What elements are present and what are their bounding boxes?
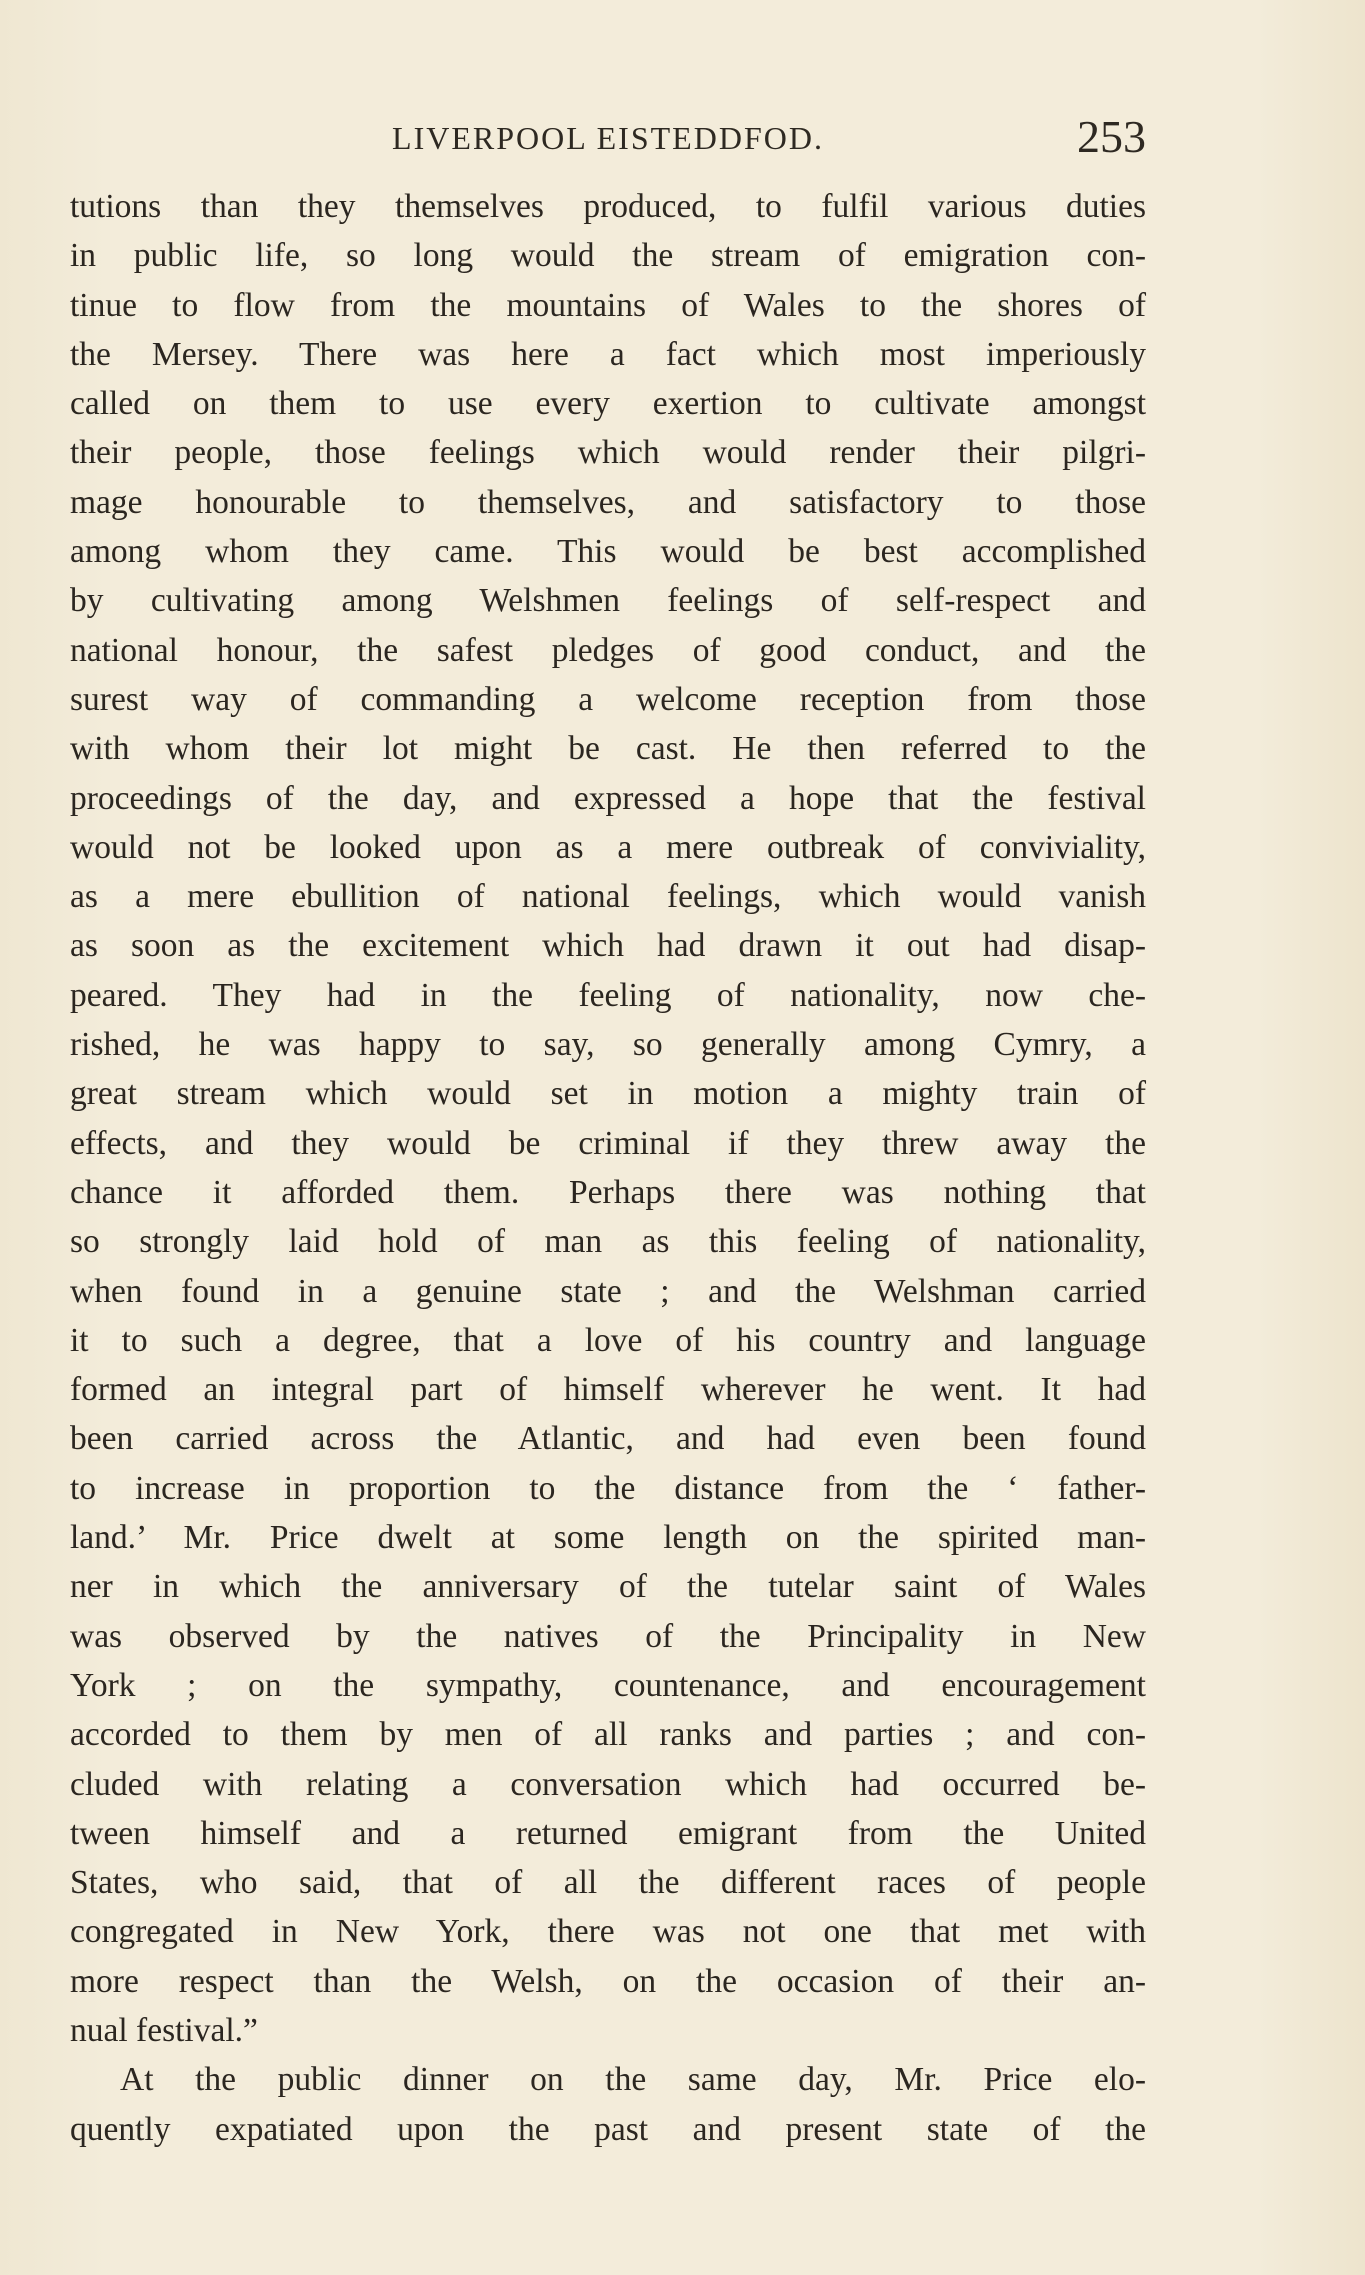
text-line: congregated in New York, there was not one that met with: [70, 1913, 1146, 1951]
text-line: chance it afforded them. Perhaps there was nothing that: [70, 1173, 1146, 1211]
text-line: accorded to them by men of all ranks and parties ; and con-: [70, 1716, 1146, 1754]
body-text: [70, 182, 1146, 2154]
text-line: York ; on the sympathy, countenance, and encouragement: [70, 1666, 1146, 1704]
text-line: mage honourable to themselves, and satisfactory to those: [70, 483, 1146, 521]
paragraph-end-line: nual festival.”: [70, 2011, 258, 2049]
text-line: it to such a degree, that a love of his country and language: [70, 1321, 1146, 1359]
text-line: their people, those feelings which would render their pilgri-: [70, 434, 1146, 472]
text-line: peared. They had in the feeling of nationality, now che-: [70, 976, 1146, 1014]
text-line: more respect than the Welsh, on the occasion of their an-: [70, 1962, 1146, 2000]
text-line: States, who said, that of all the different races of people: [70, 1864, 1146, 1902]
text-line: the Mersey. There was here a fact which most imperiously: [70, 335, 1146, 373]
text-line: among whom they came. This would be best accomplished: [70, 533, 1146, 571]
text-line: when found in a genuine state ; and the Welshman carried: [70, 1272, 1146, 1310]
text-line: in public life, so long would the stream of emigration con-: [70, 237, 1146, 275]
page-number: 253: [1077, 111, 1146, 162]
text-line: was observed by the natives of the Principality in New: [70, 1617, 1146, 1655]
text-line: as a mere ebullition of national feelings, which would vanish: [70, 878, 1146, 916]
text-line: tutions than they themselves produced, to fulfil various duties: [70, 188, 1146, 225]
text-line: formed an integral part of himself wherever he went. It had: [70, 1371, 1146, 1409]
text-line: ner in which the anniversary of the tutelar saint of Wales: [70, 1568, 1146, 1606]
text-line: called on them to use every exertion to cultivate amongst: [70, 385, 1146, 423]
text-line: so strongly laid hold of man as this feeling of nationality,: [70, 1223, 1146, 1261]
text-line: quently expatiated upon the past and present state of the: [70, 2110, 1146, 2148]
text-line: tinue to flow from the mountains of Wales to the shores of: [70, 286, 1146, 324]
text-line: rished, he was happy to say, so generally among Cymry, a: [70, 1026, 1146, 1064]
text-line: land.’ Mr. Price dwelt at some length on the spirited man-: [70, 1519, 1146, 1557]
text-line: great stream which would set in motion a mighty train of: [70, 1075, 1146, 1113]
text-line: by cultivating among Welshmen feelings of self-respect and: [70, 582, 1146, 620]
text-line: effects, and they would be criminal if they threw away the: [70, 1124, 1146, 1162]
text-line: as soon as the excitement which had drawn it out had disap-: [70, 927, 1146, 965]
text-line: to increase in proportion to the distance from the ‘ father-: [70, 1469, 1146, 1507]
text-line: would not be looked upon as a mere outbreak of conviviality,: [70, 828, 1146, 866]
text-line: tween himself and a returned emigrant from the United: [70, 1814, 1146, 1852]
text-line: cluded with relating a conversation which had occurred be-: [70, 1765, 1146, 1803]
text-line: proceedings of the day, and expressed a hope that the festival: [70, 779, 1146, 817]
running-title: LIVERPOOL EISTEDDFOD.: [392, 120, 824, 156]
running-head: [70, 108, 1146, 168]
text-line: been carried across the Atlantic, and had even been found: [70, 1420, 1146, 1458]
text-line: surest way of commanding a welcome reception from those: [70, 680, 1146, 718]
text-line: national honour, the safest pledges of good conduct, and the: [70, 631, 1146, 669]
paragraph-start-line: At the public dinner on the same day, Mr. Price elo-: [120, 2061, 1146, 2099]
text-line: with whom their lot might be cast. He then referred to the: [70, 730, 1146, 768]
